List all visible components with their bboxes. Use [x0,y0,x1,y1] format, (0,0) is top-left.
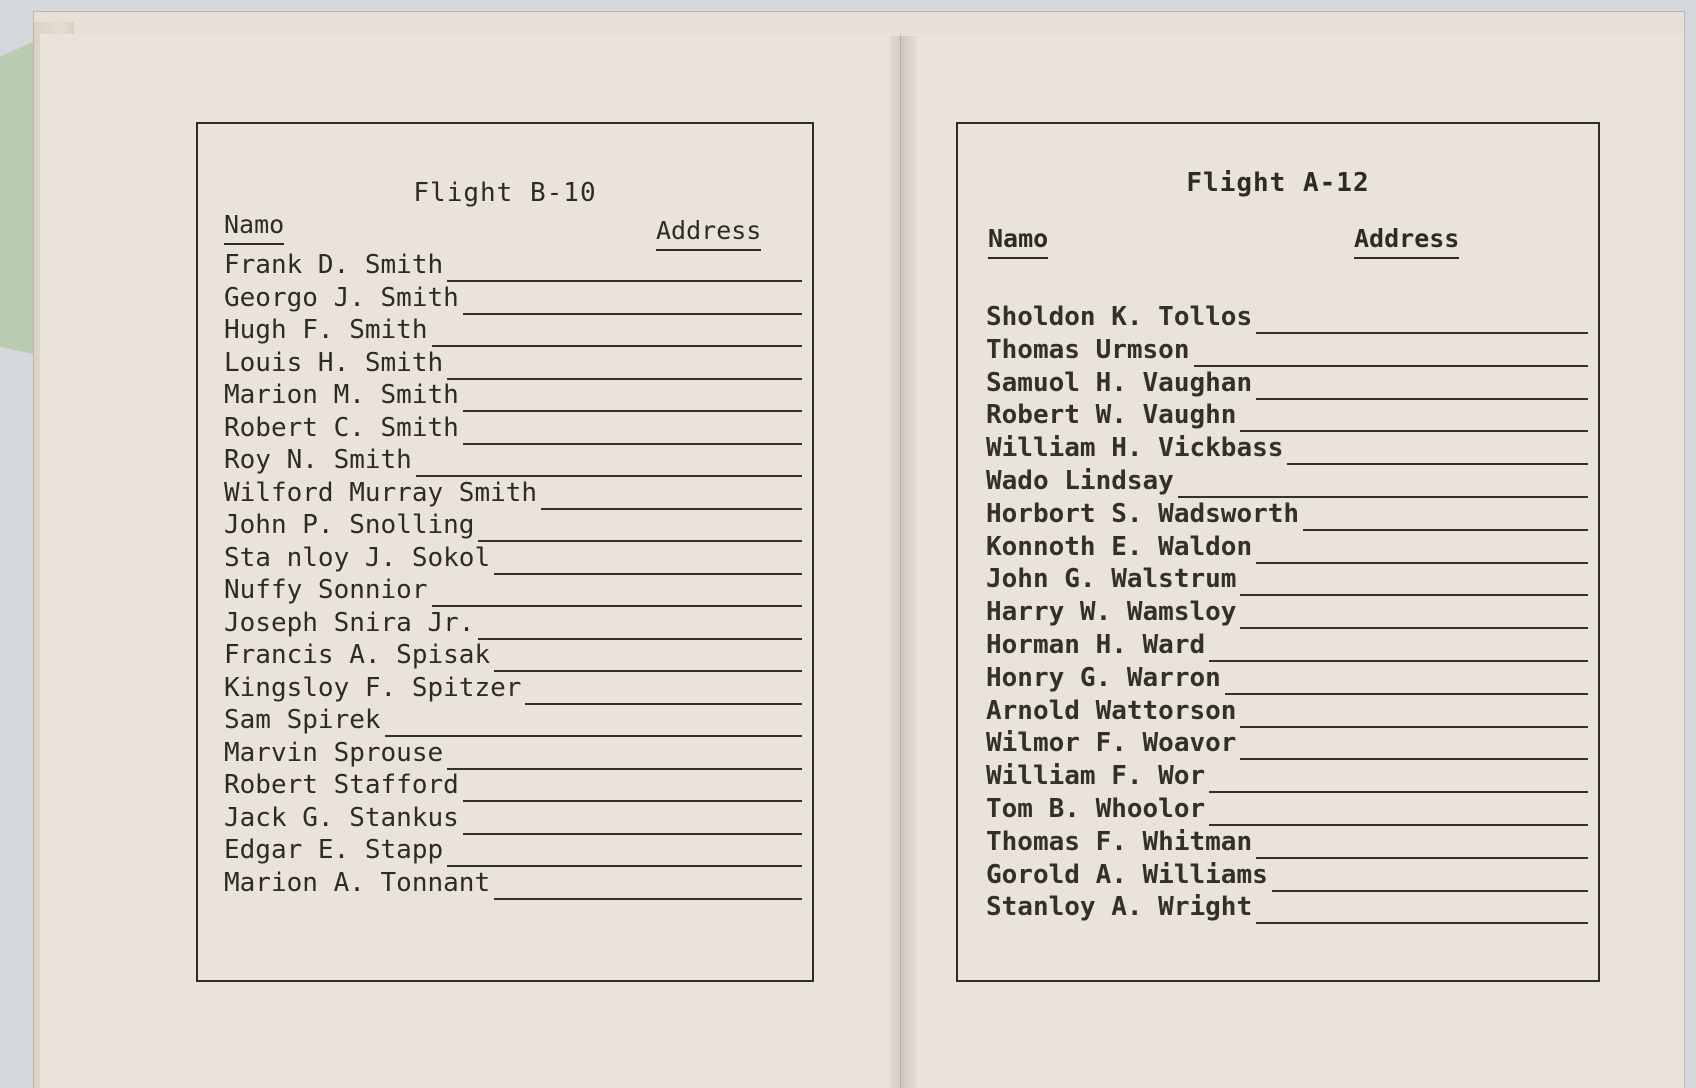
flight-b10-roster [196,122,814,982]
member-name: Jack G. Stankus [224,802,459,833]
booklet [34,12,1684,1088]
roster-row [958,499,1598,531]
member-name: Frank D. Smith [224,250,444,280]
member-name: Kingsloy F. Spitzer [224,672,522,703]
roster-row [958,728,1598,760]
member-name: John P. Snolling [224,510,475,540]
member-name: Thomas F. Whitman [986,826,1253,857]
roster-row [198,673,812,705]
address-line [1287,463,1588,465]
address-line [1256,857,1588,859]
roster-row [958,532,1598,564]
member-name: Thomas Urmson [986,334,1190,365]
roster-row [958,630,1598,662]
address-line [1194,365,1588,367]
address-line [1209,660,1588,662]
roster-row [958,564,1598,596]
member-name: Harry W. Wamsloy [986,597,1237,628]
member-name: Robert W. Vaughn [986,400,1237,431]
roster-row [198,348,812,380]
member-name: Hugh F. Smith [224,315,428,345]
roster-row [958,597,1598,629]
address-line [494,898,802,900]
roster-row [198,250,812,282]
roster-row [958,302,1598,334]
member-name: Marion A. Tonnant [224,867,491,898]
member-name: William H. Vickbass [986,433,1284,464]
address-column-header: Address [1354,224,1460,253]
address-line [1240,430,1588,432]
member-name: Marvin Sprouse [224,737,444,768]
member-name: Sam Spirek [224,705,381,735]
member-name: Joseph Snira Jr. [224,607,475,638]
roster-row [198,608,812,640]
member-name: Arnold Wattorson [986,695,1237,726]
address-line [1272,890,1588,892]
address-line [1240,758,1588,760]
roster-row [198,445,812,477]
address-line [1209,824,1588,826]
roster-row [198,770,812,802]
roster-row [198,315,812,347]
member-name: Georgo J. Smith [224,282,459,313]
member-name: Roy N. Smith [224,445,412,475]
roster-row [198,283,812,315]
member-name: Sholdon K. Tollos [986,302,1253,332]
member-name: Nuffy Sonnior [224,575,428,605]
flight-a12-roster [956,122,1600,982]
roster-row [958,794,1598,826]
roster-row [198,803,812,835]
roster-row [198,478,812,510]
roster-row [198,413,812,445]
member-name: Wado Lindsay [986,466,1174,496]
member-name: Wilmor F. Woavor [986,728,1237,759]
member-name: Horman H. Ward [986,630,1206,660]
member-name: Robert C. Smith [224,412,459,443]
roster-row [958,368,1598,400]
roster-row [198,868,812,900]
name-column-header: Namo [988,224,1049,253]
member-name: Stanloy A. Wright [986,892,1253,923]
address-line [1209,791,1588,793]
roster-row [198,575,812,607]
roster-row [198,380,812,412]
member-name: Honry G. Warron [986,662,1221,693]
roster-row [958,466,1598,498]
address-line [1178,496,1588,498]
roster-row [198,705,812,737]
address-line [1240,627,1588,629]
roster-row [198,543,812,575]
flight-b10-title: Flight B-10 [413,178,597,208]
roster-row [958,663,1598,695]
address-line [1256,398,1588,400]
roster-row [198,510,812,542]
name-column-header: Namo [224,210,285,239]
member-name: William F. Wor [986,761,1206,792]
member-name: Samuol H. Vaughan [986,367,1253,398]
address-line [1256,332,1588,334]
roster-row [958,860,1598,892]
roster-row [958,433,1598,465]
member-name: Gorold A. Williams [986,859,1268,890]
member-name: Marion M. Smith [224,380,459,410]
member-name: Wilford Murray Smith [224,477,538,508]
address-line [1225,693,1588,695]
book-gutter [890,36,916,1088]
member-name: Sta nloy J. Sokol [224,542,491,573]
member-name: Konnoth E. Waldon [986,531,1253,562]
member-name: Horbort S. Wadsworth [986,498,1300,529]
roster-row [958,827,1598,859]
member-name: John G. Walstrum [986,564,1237,595]
address-line [1303,529,1588,531]
roster-row [958,696,1598,728]
member-name: Louis H. Smith [224,347,444,378]
address-line [1240,726,1588,728]
address-line [1256,922,1588,924]
roster-row [198,835,812,867]
member-name: Edgar E. Stapp [224,835,444,865]
address-line [1240,594,1588,596]
roster-row [198,738,812,770]
member-name: Tom B. Whoolor [986,794,1206,824]
member-name: Francis A. Spisak [224,640,491,670]
address-column-header: Address [656,216,762,245]
flight-a12-title: Flight A-12 [1186,168,1370,198]
roster-row [958,892,1598,924]
roster-row [958,335,1598,367]
address-line [1256,562,1588,564]
member-name: Robert Stafford [224,770,459,800]
roster-row [198,640,812,672]
roster-row [958,400,1598,432]
roster-row [958,761,1598,793]
